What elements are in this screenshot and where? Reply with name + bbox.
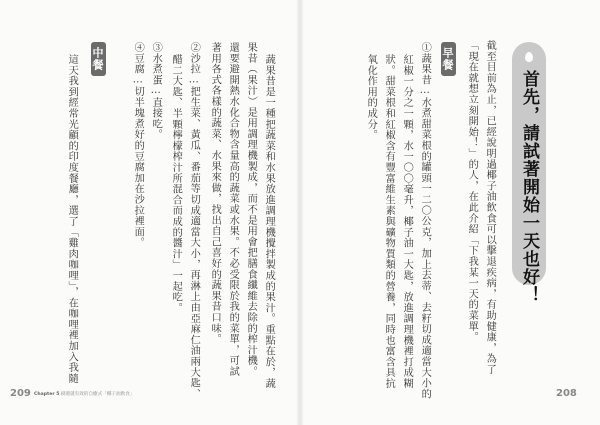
breakfast-item-1: ①蔬果昔…水煮甜菜根的罐頭一二〇公克，加上去蒂、去籽切成適當大小的: [419, 42, 431, 400]
smoothie-para-line-4: 著用各式各樣的蔬菜、水果來做，找出自己喜好的蔬果昔口味。: [209, 42, 221, 345]
running-head: [34, 391, 134, 397]
lunch-text-line-1: 這天我到經常光顧的印度餐廳，選了「雞肉咖哩」，在咖哩裡加入我隨: [66, 54, 78, 384]
breakfast-tag: [441, 42, 456, 76]
breakfast-item-1-line-4: 氧化作用的成分。: [365, 54, 377, 141]
smoothie-para-line-3: 還要避開熱水化合物含量高的蔬菜或水果。不必受限於我的菜單，可試: [227, 42, 239, 377]
book-gutter: [296, 0, 304, 425]
breakfast-item-1-line-2: 紅椒一分之一顆，水一〇〇毫升，椰子油一大匙，放進調理機裡打成糊: [401, 54, 413, 389]
running-head-chapter: Chapter 5: [34, 392, 60, 397]
salad-item-line-2: 醋二大匙、半顆檸檬榨汁所混合而成的醬汁」一起吃。: [170, 54, 182, 314]
smoothie-para-line-1: 蔬果昔是一種把蔬菜和水果放進調理機攪拌製成的果汁。重點在於，蔬: [263, 54, 275, 389]
heading-text: 首先，請試著開始一天也好！: [519, 70, 539, 304]
salad-item: ②沙拉…把生菜、黃瓜、番茄等切成適當大小，再淋上由亞麻仁油兩大匙、: [188, 42, 200, 400]
intro-line-2: 「現在就想立刻開始！」的人，在此介紹「下我某一天的菜單。: [466, 40, 478, 343]
intro-line-1: 截至目前為止，已經說明過椰子油飲食可以擊退疾病，有助健康，為了: [484, 40, 496, 375]
page-number-right: 208: [556, 388, 577, 399]
breakfast-item-1-line-3: 狀。甜菜根和紅椒含有豐富維生素與礦物質類的營養，同時也富含具抗: [383, 54, 395, 389]
smoothie-para-line-2: 果昔（果汁）是用調理機製成，而不是用會把膳食纖維去除的榨汁機。: [245, 42, 257, 377]
drop-icon: [525, 52, 533, 62]
running-head-title: 刷週就有效的自癒式「椰子油飲食」: [60, 392, 135, 397]
page-number-left: 209: [10, 388, 31, 399]
lunch-tag: [91, 42, 106, 76]
lunch-tag-label: 中餐: [91, 47, 104, 71]
breakfast-tag-label: 早餐: [441, 47, 454, 71]
chapter-heading: [512, 42, 546, 304]
tofu-item: ④豆腐…切半塊煮好的豆腐加在沙拉裡面。: [132, 42, 144, 248]
boiled-egg-item: ③水煮蛋…直接吃。: [150, 42, 162, 140]
